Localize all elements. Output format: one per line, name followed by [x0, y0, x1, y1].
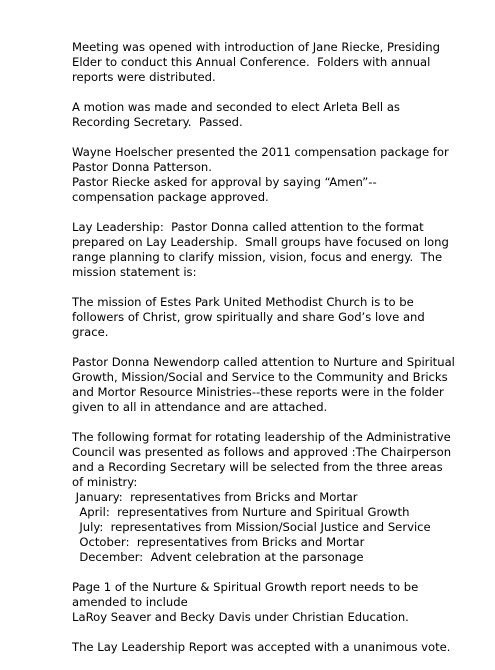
schedule-line: April: representatives from Nurture and Spiritual Growth	[72, 505, 410, 519]
text-line: followers of Christ, grow spiritually and share God’s love and	[72, 310, 425, 324]
text-line: Elder to conduct this Annual Conference. Folders with annual	[72, 55, 431, 69]
paragraph-mission-statement	[72, 295, 482, 340]
text-line: The following format for rotating leadership of the Administrative	[72, 430, 451, 444]
text-line: and Mortor Resource Ministries--these reports were in the folder	[72, 385, 444, 399]
text-line: and a Recording Secretary will be selected from the three areas	[72, 460, 443, 474]
text-line: Recording Secretary. Passed.	[72, 115, 243, 129]
text-line: Pastor Donna Patterson.	[72, 160, 212, 174]
text-line: amended to include	[72, 595, 188, 609]
text-line: Pastor Donna Newendorp called attention to Nurture and Spiritual	[72, 355, 455, 369]
paragraph-rotating-leadership	[72, 430, 482, 565]
paragraph-secretary-motion	[72, 100, 482, 130]
text-line: A motion was made and seconded to elect Arleta Bell as	[72, 100, 400, 114]
schedule-line: December: Advent celebration at the parsonage	[72, 550, 364, 564]
text-line: Council was presented as follows and approved :The Chairperson	[72, 445, 452, 459]
text-line: compensation package approved.	[72, 190, 269, 204]
paragraph-compensation	[72, 145, 482, 205]
paragraph-opening	[72, 40, 482, 85]
text-line: Wayne Hoelscher presented the 2011 compensation package for	[72, 145, 449, 159]
text-line: Pastor Riecke asked for approval by saying “Amen”--	[72, 175, 377, 189]
schedule-line: July: representatives from Mission/Social Justice and Service	[72, 520, 431, 534]
paragraph-report-accepted	[72, 640, 482, 655]
text-line: The Lay Leadership Report was accepted with a unanimous vote.	[72, 640, 451, 654]
paragraph-report-amendment	[72, 580, 482, 625]
paragraph-ministries-reports	[72, 355, 482, 415]
text-line: The mission of Estes Park United Methodist Church is to be	[72, 295, 414, 309]
paragraph-lay-leadership	[72, 220, 482, 280]
text-line: of ministry:	[72, 475, 138, 489]
text-line: mission statement is:	[72, 265, 197, 279]
text-line: grace.	[72, 325, 109, 339]
schedule-line: October: representatives from Bricks and Mortar	[72, 535, 365, 549]
text-line: Page 1 of the Nurture & Spiritual Growth report needs to be	[72, 580, 419, 594]
text-line: given to all in attendance and are attached.	[72, 400, 328, 414]
text-line: Growth, Mission/Social and Service to the Community and Bricks	[72, 370, 448, 384]
text-line: Lay Leadership: Pastor Donna called attention to the format	[72, 220, 424, 234]
text-line: reports were distributed.	[72, 70, 216, 84]
text-line: range planning to clarify mission, vision, focus and energy. The	[72, 250, 443, 264]
schedule-line: January: representatives from Bricks and Mortar	[72, 490, 358, 504]
text-line: LaRoy Seaver and Becky Davis under Christian Education.	[72, 610, 409, 624]
text-line: Meeting was opened with introduction of Jane Riecke, Presiding	[72, 40, 440, 54]
document-page	[72, 40, 482, 670]
text-line: prepared on Lay Leadership. Small groups have focused on long	[72, 235, 449, 249]
